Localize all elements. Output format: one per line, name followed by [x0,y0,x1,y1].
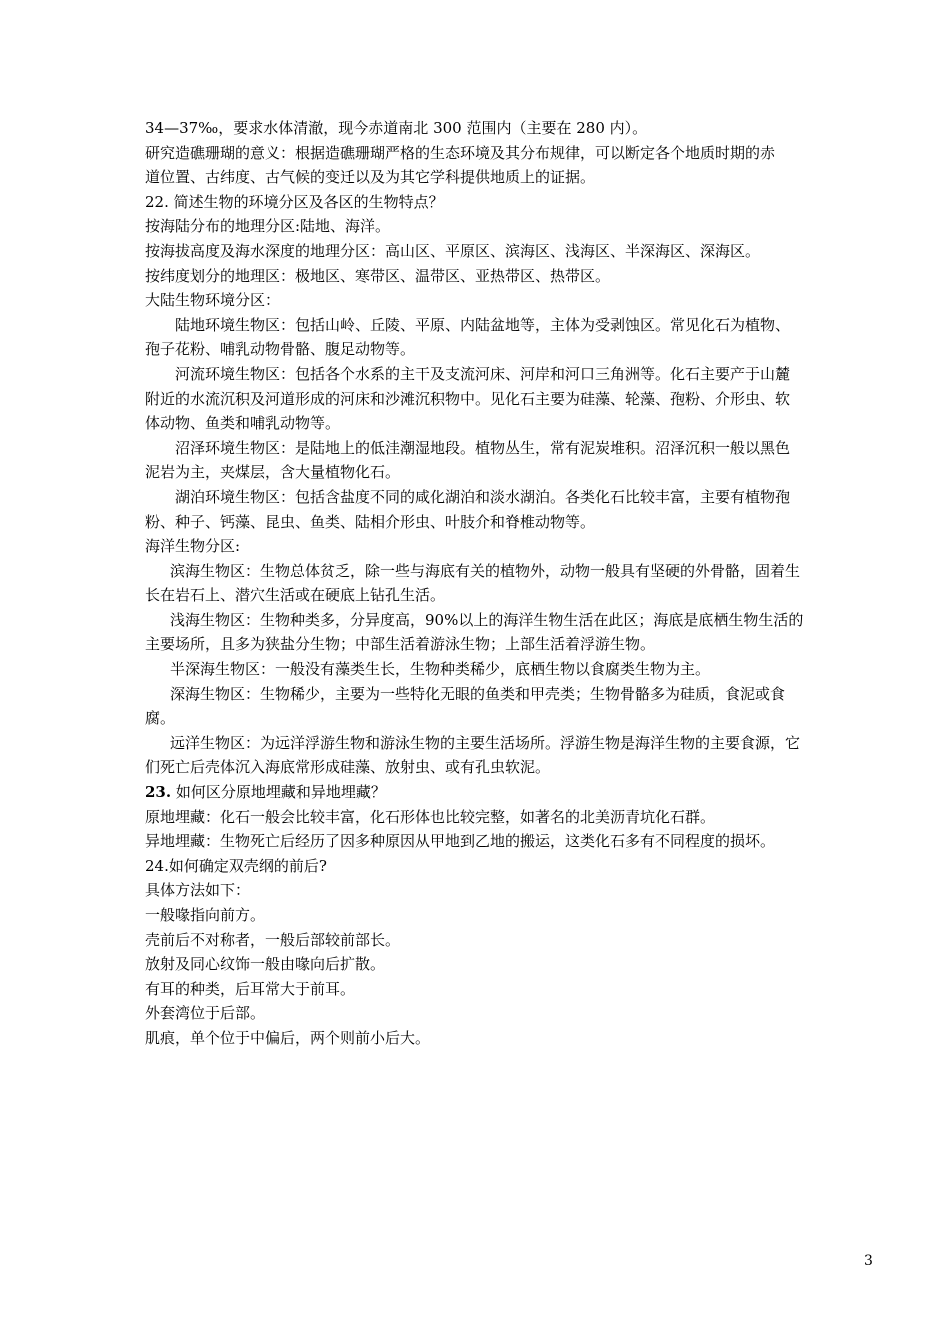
text-line: 主要场所，且多为狭盐分生物；中部生活着游泳生物；上部生活着浮游生物。 [145,635,656,654]
text-line: 孢子花粉、哺乳动物骨骼、腹足动物等。 [145,340,416,359]
text-line: 半深海生物区：一般没有藻类生长，生物种类稀少，底栖生物以食腐类生物为主。 [170,660,711,679]
text-line: 外套湾位于后部。 [145,1004,266,1023]
text-line: 们死亡后壳体沉入海底常形成硅藻、放射虫、或有孔虫软泥。 [145,758,551,777]
question-23-number: 23. [145,783,172,802]
text-line: 浅海生物区：生物种类多，分异度高，90%以上的海洋生物生活在此区；海底是底栖生物生活的 [170,610,804,629]
text-line: 按海拔高度及海水深度的地理分区：高山区、平原区、滨海区、浅海区、半深海区、深海区。 [145,241,761,260]
text-line: 肌痕，单个位于中偏后，两个则前小后大。 [145,1028,431,1047]
text-line: 粉、种子、钙藻、昆虫、鱼类、陆相介形虫、叶肢介和脊椎动物等。 [145,512,596,531]
text-line: 海洋生物分区: [145,537,241,556]
text-line: 沼泽环境生物区：是陆地上的低洼潮湿地段。植物丛生，常有泥炭堆积。沼泽沉积一般以黑色 [175,438,791,457]
text-line: 34—37‰，要求水体清澈，现今赤道南北 300 范围内（主要在 280 内）。 [145,119,648,137]
text-line: 原地埋藏：化石一般会比较丰富，化石形体也比较完整，如著名的北美沥青坑化石群。 [145,807,716,826]
text-line: 长在岩石上、潜穴生活或在硬底上钻孔生活。 [145,586,446,605]
text-line: 有耳的种类，后耳常大于前耳。 [145,979,356,998]
text-line: 壳前后不对称者，一般后部较前部长。 [145,930,401,949]
text-line: 附近的水流沉积及河道形成的河床和沙滩沉积物中。见化石主要为硅藻、轮藻、孢粉、介形虫、软 [145,389,791,408]
text-line: 深海生物区：生物稀少，主要为一些特化无眼的鱼类和甲壳类；生物骨骼多为硅质，食泥或食 [170,684,786,703]
text-line: 异地埋藏：生物死亡后经历了因多种原因从甲地到乙地的搬运，这类化石多有不同程度的损坏。 [145,832,776,851]
text-line: 滨海生物区：生物总体贫乏，除一些与海底有关的植物外，动物一般具有坚硬的外骨骼，固着生 [170,561,801,580]
text-line: 按纬度划分的地理区：极地区、寒带区、温带区、亚热带区、热带区。 [145,266,611,285]
text-line: 22. 简述生物的环境分区及各区的生物特点？ [145,192,444,211]
text-line: 陆地环境生物区：包括山岭、丘陵、平原、内陆盆地等，主体为受剥蚀区。常见化石为植物、 [175,315,791,334]
text-line: 腐。 [145,709,176,728]
text-line: 道位置、古纬度、古气候的变迁以及为其它学科提供地质上的证据。 [145,168,596,187]
question-23-text: 如何区分原地埋藏和异地埋藏？ [171,783,386,802]
text-line: 泥岩为主，夹煤层，含大量植物化石。 [145,463,401,482]
page-number: 3 [864,1253,873,1269]
text-line: 河流环境生物区：包括各个水系的主干及支流河床、河岸和河口三角洲等。化石主要产于山麓 [175,364,791,383]
text-line: 一般喙指向前方。 [145,906,266,924]
text-line: 远洋生物区：为远洋浮游生物和游泳生物的主要生活场所。浮游生物是海洋生物的主要食源，它 [170,733,801,752]
text-line: 研究造礁珊瑚的意义：根据造礁珊瑚严格的生态环境及其分布规律，可以断定各个地质时期的赤 [145,143,776,162]
document-body [145,116,877,1051]
text-line: 放射及同心纹饰一般由喙向后扩散。 [145,955,386,974]
question-23-heading [145,780,877,805]
text-line: 体动物、鱼类和哺乳动物等。 [145,414,341,433]
section-burial-and-bivalve [145,805,877,1051]
section-environment-zones [145,116,877,780]
text-line: 24.如何确定双壳纲的前后? [145,856,327,875]
text-line: 湖泊环境生物区：包括含盐度不同的咸化湖泊和淡水湖泊。各类化石比较丰富，主要有植物孢 [175,487,791,506]
text-line: 按海陆分布的地理分区:陆地、海洋。 [145,217,391,236]
text-line: 大陆生物环境分区： [145,291,281,310]
text-line: 具体方法如下： [145,881,251,900]
